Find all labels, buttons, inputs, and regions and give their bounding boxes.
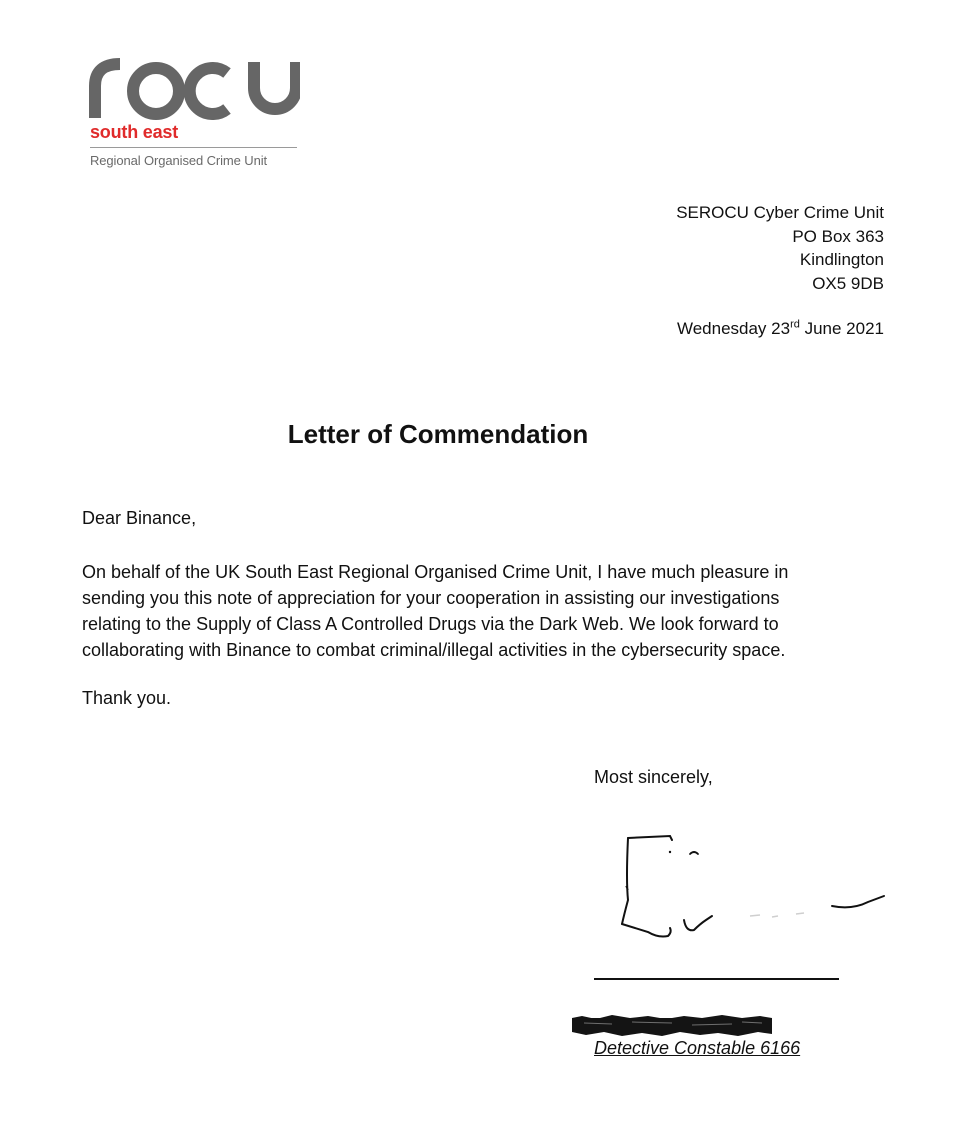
redacted-signer-name (572, 1014, 772, 1038)
address-line-3: Kindlington (799, 250, 884, 269)
salutation: Dear Binance, (82, 508, 197, 528)
rocu-logo (88, 58, 300, 176)
thanks-line: Thank you. (82, 688, 172, 708)
body-line: collaborating with Binance to combat criminal/illegal activities in the cybersecurity space. (82, 640, 786, 660)
logo-region-text: south east (90, 122, 179, 142)
address-line-4: OX5 9DB (812, 273, 884, 293)
logo-divider (90, 147, 297, 148)
letter-body (82, 559, 788, 663)
body-line: On behalf of the UK South East Regional Organised Crime Unit, I have much pleasure in (82, 562, 789, 582)
letter-title: Letter of Commendation (287, 419, 589, 449)
date-ordinal-suffix: rd (790, 318, 800, 331)
signer-title: Detective Constable 6166 (594, 1038, 801, 1058)
date-prefix: Wednesday 23 (676, 319, 791, 338)
sender-address (676, 201, 884, 295)
logo-unit-name: Regional Organised Crime Unit (90, 153, 268, 168)
body-line: relating to the Supply of Class A Controlled Drugs via the Dark Web. We look forward to (82, 614, 779, 634)
address-line-1: SEROCU Cyber Crime Unit (676, 203, 884, 222)
handwritten-signature (600, 820, 900, 960)
signature-line (594, 978, 839, 980)
letter-date (677, 319, 884, 339)
rocu-wordmark-graphic (88, 58, 300, 120)
closing: Most sincerely, (594, 767, 713, 787)
body-line: sending you this note of appreciation for your cooperation in assisting our investigations (82, 588, 780, 608)
date-suffix: June 2021 (799, 319, 884, 338)
address-line-2: PO Box 363 (792, 226, 884, 246)
